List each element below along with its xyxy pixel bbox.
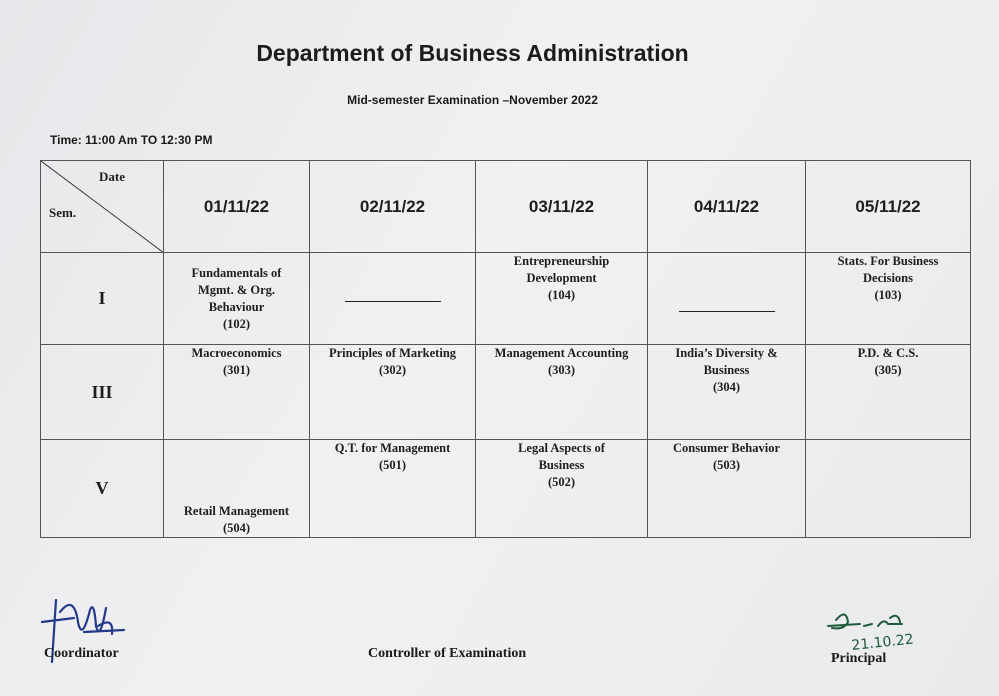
subject-line: Stats. For Business — [837, 254, 939, 269]
semester-label: III — [41, 345, 164, 439]
subject-line: Principles of Marketing — [328, 346, 457, 361]
exam-cell — [164, 439, 310, 537]
subject-line: Mgmt. & Org. — [197, 282, 276, 297]
subject-line: Decisions — [863, 271, 913, 286]
semester-row — [41, 345, 971, 439]
subject-code: (103) — [874, 288, 902, 303]
exam-cell — [476, 253, 648, 345]
corner-cell — [41, 161, 164, 253]
subject-line: Consumer Behavior — [672, 440, 781, 455]
semester-label: I — [41, 253, 164, 345]
principal-label: Principal — [831, 651, 887, 666]
semester-row — [41, 439, 971, 537]
exam-cell — [648, 345, 806, 439]
exam-cell — [476, 439, 648, 537]
subject-line: Q.T. for Management — [334, 440, 451, 455]
exam-cell-empty — [806, 439, 971, 537]
subject-line: India’s Diversity & — [675, 346, 778, 361]
controller-label: Controller of Examination — [368, 646, 527, 661]
timetable — [40, 160, 971, 538]
corner-date-label: Date — [99, 169, 125, 184]
exam-cell — [164, 253, 310, 345]
no-exam-dash — [345, 301, 441, 302]
subject-code: (102) — [222, 316, 251, 331]
subject-line: Behaviour — [208, 299, 265, 314]
header-row — [41, 161, 971, 253]
subject-line: Retail Management — [183, 504, 290, 518]
exam-cell-empty — [310, 253, 476, 345]
no-exam-dash — [679, 311, 775, 312]
subject-line: P.D. & C.S. — [857, 346, 919, 361]
subject-code: (305) — [874, 363, 902, 378]
subject-code: (304) — [712, 380, 741, 395]
exam-cell — [476, 345, 648, 439]
date-header: 05/11/22 — [806, 161, 971, 253]
subject-code: (104) — [547, 288, 576, 303]
page-title: Department of Business Administration — [256, 40, 689, 66]
subject-line: Macroeconomics — [191, 346, 282, 361]
subject-code: (301) — [222, 363, 251, 378]
page-subtitle: Mid-semester Examination –November 2022 — [347, 93, 598, 107]
exam-cell — [806, 345, 971, 439]
exam-time: Time: 11:00 Am TO 12:30 PM — [50, 133, 213, 147]
subject-code: (303) — [547, 363, 576, 378]
subject-line: Fundamentals of — [191, 265, 282, 280]
subject-code: (501) — [378, 457, 407, 472]
subject-line: Management Accounting — [494, 346, 629, 361]
date-header: 03/11/22 — [476, 161, 648, 253]
date-header: 04/11/22 — [648, 161, 806, 253]
subject-line: Business — [538, 457, 585, 472]
exam-cell — [310, 345, 476, 439]
exam-cell — [806, 253, 971, 345]
subject-line: Development — [526, 271, 597, 286]
subject-code: (503) — [712, 457, 741, 472]
semester-row — [41, 253, 971, 345]
exam-cell — [310, 439, 476, 537]
exam-cell — [164, 345, 310, 439]
subject-line: Business — [703, 363, 750, 378]
subject-code: (302) — [378, 363, 407, 378]
subject-line: Legal Aspects of — [518, 440, 605, 455]
coordinator-label: Coordinator — [44, 646, 119, 661]
exam-cell-empty — [648, 253, 806, 345]
semester-label: V — [41, 439, 164, 537]
date-header: 02/11/22 — [310, 161, 476, 253]
exam-cell — [648, 439, 806, 537]
principal-signature-date: 21.10.22 — [850, 631, 915, 654]
subject-code: (504) — [222, 521, 251, 535]
date-header: 01/11/22 — [164, 161, 310, 253]
corner-sem-label: Sem. — [49, 205, 77, 220]
subject-line: Entrepreneurship — [513, 254, 610, 269]
subject-code: (502) — [547, 474, 576, 489]
